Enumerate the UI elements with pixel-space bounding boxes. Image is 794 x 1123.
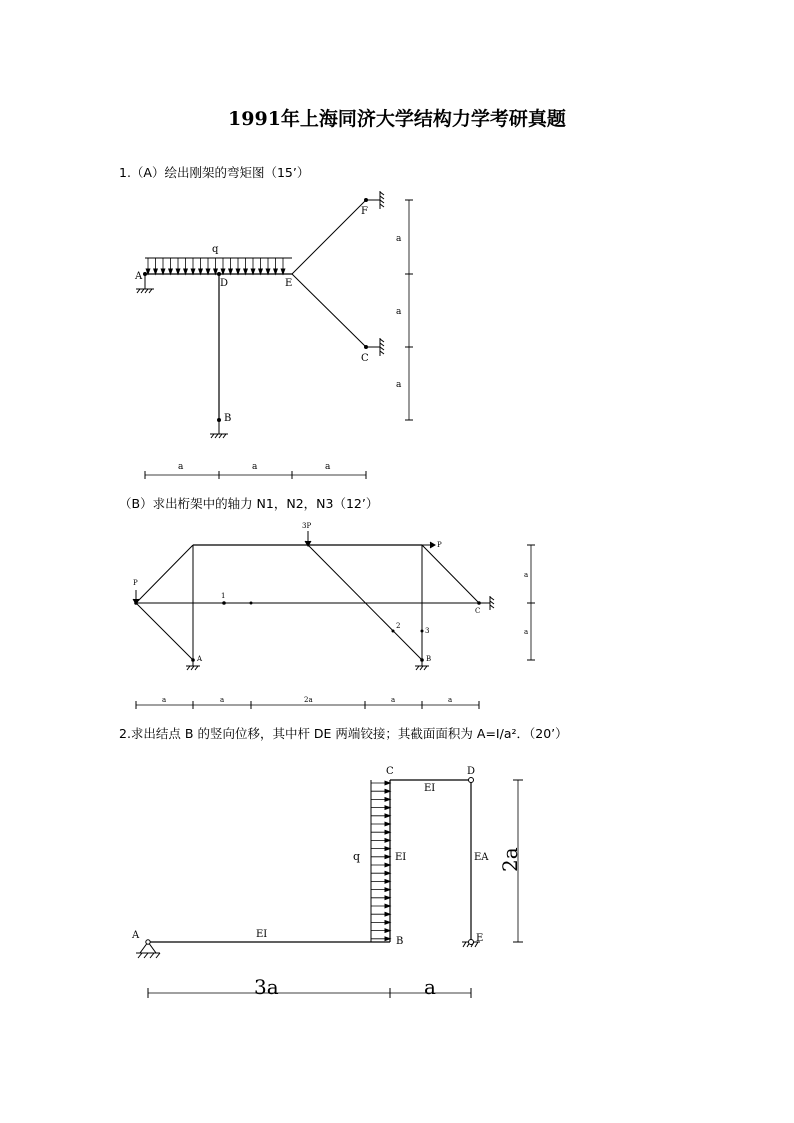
node-label-f: F <box>361 206 368 217</box>
dim-v-2: a <box>396 307 402 317</box>
node-label-e: E <box>476 933 484 944</box>
load-arrowhead <box>385 822 390 826</box>
node-label-c: C <box>386 766 394 777</box>
node-label-b: B <box>426 655 432 663</box>
load-arrowhead <box>385 814 390 818</box>
load-label-q: q <box>353 850 361 863</box>
load-arrowhead <box>385 789 390 793</box>
bar-label-1: 1 <box>221 592 226 600</box>
load-arrowhead <box>385 839 390 843</box>
label-de-ea: EA <box>474 852 489 863</box>
dim-h-3: a <box>325 462 331 472</box>
load-label-p-right: P <box>437 541 442 549</box>
node-label-e: E <box>285 278 293 289</box>
node-label-b: B <box>396 936 404 947</box>
load-arrowhead <box>385 871 390 875</box>
load-arrowhead <box>385 830 390 834</box>
node-label-c: C <box>361 353 369 364</box>
node-label-c: C <box>475 607 481 615</box>
distributed-load-arrows <box>371 781 390 940</box>
hinge-e <box>469 940 474 945</box>
dim-h-1: a <box>178 462 184 472</box>
hinge-a <box>146 940 150 944</box>
load-arrowhead <box>385 921 390 925</box>
load-arrowhead <box>385 798 390 802</box>
dim-v-1: a <box>524 571 529 579</box>
load-arrowhead <box>385 880 390 884</box>
load-arrowhead <box>385 904 390 908</box>
dim-v-1: a <box>396 234 402 244</box>
page-title: 1991年上海同济大学结构力学考研真题 <box>228 108 566 130</box>
load-arrowhead <box>385 855 390 859</box>
dim-h-2: a <box>252 462 258 472</box>
load-arrowhead <box>385 806 390 810</box>
node-label-d: D <box>467 766 476 777</box>
dim-h-5: a <box>448 696 453 704</box>
node-label-a: A <box>132 930 140 941</box>
dim-label-2a: 2a <box>498 847 522 872</box>
dim-h-2: a <box>220 696 225 704</box>
label-bc-ei: EI <box>395 852 407 863</box>
load-label-p-left: P <box>133 579 138 587</box>
load-label-3p: 3P <box>302 522 312 530</box>
dim-h-1: a <box>162 696 167 704</box>
node-label-a: A <box>197 655 203 663</box>
dimension-horizontal <box>148 988 471 998</box>
dim-h-4: a <box>391 696 396 704</box>
dim-label-3a: 3a <box>254 975 279 999</box>
node-label-d: D <box>220 278 229 289</box>
bar-label-2: 2 <box>396 622 401 630</box>
load-label-q: q <box>212 244 219 255</box>
label-ab-ei: EI <box>256 929 268 940</box>
load-arrowhead <box>385 888 390 892</box>
load-arrowhead <box>385 937 390 941</box>
dim-h-3: 2a <box>304 696 313 704</box>
load-arrowhead <box>385 912 390 916</box>
load-arrowhead <box>385 929 390 933</box>
load-arrowhead <box>385 847 390 851</box>
load-arrowhead <box>385 896 390 900</box>
load-arrowhead <box>385 863 390 867</box>
node-label-b: B <box>224 413 232 424</box>
question-1a-text: 1.（A）绘出刚架的弯矩图（15’） <box>119 165 310 180</box>
question-2-text: 2.求出结点 B 的竖向位移，其中杆 DE 两端铰接；其截面面积为 A=I/a²．（20’） <box>119 726 568 741</box>
label-cd-ei: EI <box>424 783 436 794</box>
dim-label-a: a <box>424 975 436 999</box>
hinge-d <box>469 778 474 783</box>
load-arrowhead <box>385 781 390 785</box>
node-label-a: A <box>135 271 143 282</box>
question-1b-text: （B）求出桁架中的轴力 N1，N2，N3（12’） <box>119 496 379 511</box>
bar-label-3: 3 <box>425 627 430 635</box>
dim-v-2: a <box>524 628 529 636</box>
dim-v-3: a <box>396 380 402 390</box>
